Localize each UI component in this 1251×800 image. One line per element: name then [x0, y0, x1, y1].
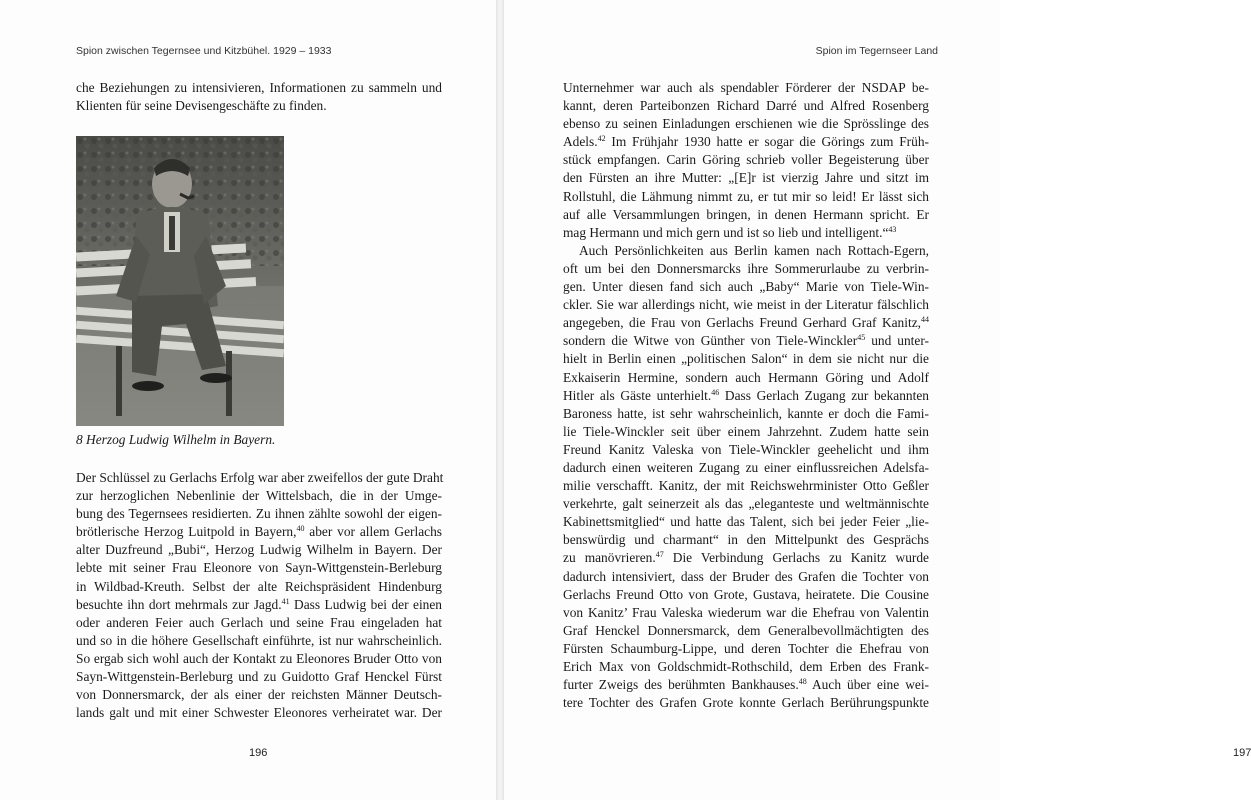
text-line: Erich Max von Goldschmidt-Rothschild, dem Erben des Frank-: [563, 659, 929, 674]
text-line: tere Tochter des Grafen Grote konnte Gerlach Berührungspunkte: [563, 695, 929, 711]
text-line: gen. Unter diesen fand sich auch „Baby“ Marie von Tiele-Win-: [563, 279, 929, 295]
text-line: lebte mit seiner Frau Eleonore von Sayn-Wittgenstein-Berleburg: [76, 560, 442, 576]
text-line: ckler. Sie war allerdings nicht, wie meist in der Literatur fälschlich: [563, 297, 929, 313]
footnote-marker: 42: [597, 134, 606, 144]
left-top-text: [76, 79, 442, 115]
figure-photo: [76, 136, 284, 426]
text-line: Auch Persönlichkeiten aus Berlin kamen nach Rottach-Egern,: [579, 242, 929, 258]
footnote-marker: 45: [857, 333, 866, 343]
text-line: mag Hermann und mich gern und ist so lieb und intelligent.“$^{43}$: [563, 224, 897, 240]
text-line: kannt, deren Parteibonzen Richard Darré und Alfred Rosenberg: [563, 98, 929, 114]
text-line: Klienten für seine Devisengeschäfte zu finden.: [76, 98, 327, 114]
text-line: auf alle Versammlungen bringen, in denen Hermann spricht. Er: [563, 206, 929, 222]
text-line: brötlerische Herzog Luitpold in Bayern,$^{40}$ aber vor allem Gerlachs: [76, 524, 442, 540]
text-line: den Fürsten an ihre Mutter: „[E]r ist vierzig Jahre und sitzt im: [563, 170, 929, 186]
text-line: Hitler als Gäste unterhielt.$^{46}$ Dass Gerlach Zugang zur bekannten: [563, 387, 929, 403]
text-line: Freund Kanitz Valeska von Tiele-Winckler geehelicht und ihm: [563, 441, 929, 457]
figure-caption: 8 Herzog Ludwig Wilhelm in Bayern.: [76, 432, 276, 447]
footnote-marker: 44: [921, 315, 929, 325]
text-line: So ergab sich wohl auch der Kontakt zu Eleonores Bruder Otto von: [76, 650, 442, 666]
book-gutter: [496, 0, 504, 800]
text-line: Sayn-Wittgenstein-Berleburg und zu Guidotto Graf Henckel Fürst: [76, 669, 442, 685]
text-line: sondern die Witwe von Günther von Tiele-Winckler$^{45}$ und unter-: [563, 333, 929, 349]
text-line: bung des Tegernsees residierten. Zu ihnen zählte sowohl der eigen-: [76, 506, 442, 522]
left-body-text: [76, 469, 442, 722]
text-line: von Kanitz’ Frau Valeska wiederum war die Ehefrau von Valentin: [563, 604, 929, 620]
text-line: von Donnersmarck, der als einer der reichsten Männer Deutsch-: [76, 687, 442, 703]
text-line: angegeben, die Frau von Gerlachs Freund Gerhard Graf Kanitz,$^{44}$: [563, 315, 929, 331]
page-number-right: 197: [1233, 747, 1251, 759]
right-body-text: [563, 79, 929, 712]
text-line: stück empfangen. Carin Göring schrieb voller Begeisterung über: [563, 152, 929, 168]
footnote-marker: 46: [711, 387, 720, 397]
text-line: che Beziehungen zu intensivieren, Informationen zu sammeln und: [76, 80, 442, 95]
footnote-marker: 48: [798, 677, 807, 687]
text-line: zur herzoglichen Nebenlinie der Wittelsbach, die in der Umge-: [76, 488, 442, 504]
text-line: ebenso zu seinen Einladungen erschienen wie die Sprösslinge des: [563, 116, 929, 132]
text-line: dadurch einen weiteren Zugang zu einer einflussreichen Adelsfa-: [563, 459, 929, 475]
text-line: furter Zweigs des berühmten Bankhauses.$^{48}$ Auch über eine wei-: [563, 677, 929, 693]
footnote-marker: 41: [281, 596, 290, 606]
text-line: Kabinettsmitglied“ und hatte das Talent, sich bei jeder Feier „lie-: [563, 514, 929, 530]
text-line: milie verschafft. Kanitz, der mit Reichswehrminister Otto Geßler: [563, 478, 929, 494]
left-page: [0, 0, 496, 800]
page-number-left: 196: [249, 747, 268, 759]
text-line: oft um bei den Donnersmarcks ihre Sommerurlaube zu verbrin-: [563, 260, 929, 276]
text-line: Exkaiserin Hermine, sondern auch Hermann Göring und Adolf: [563, 369, 929, 385]
text-line: besuchte ihn dort mehrmals zur Jagd.$^{41}$ Dass Ludwig bei der einen: [76, 596, 443, 612]
text-line: alter Duzfreund „Bubi“, Herzog Ludwig Wilhelm in Bayern. Der: [76, 542, 442, 558]
text-line: Gerlachs Freund Otto von Grote, Gustava, heiratete. Die Cousine: [563, 586, 929, 602]
running-head-left: Spion zwischen Tegernsee und Kitzbühel. 1929 – 1933: [76, 45, 332, 57]
text-line: dadurch intensiviert, dass der Bruder des Grafen die Tochter von: [563, 568, 929, 584]
text-line: Unternehmer war auch als spendabler Förderer der NSDAP be-: [563, 80, 929, 95]
text-line: zu manövrieren.$^{47}$ Die Verbindung Gerlachs zu Kanitz wurde: [563, 550, 930, 566]
footnote-marker: 40: [296, 524, 305, 534]
text-line: Rollstuhl, die Lähmung nimmt zu, er tut mir so leid! Er lässt sich: [563, 188, 929, 204]
running-head-right: Spion im Tegernseer Land: [815, 45, 938, 57]
footnote-marker: 47: [655, 550, 664, 560]
text-line: hielt in Berlin einen „politischen Salon“ in dem sie nicht nur die: [563, 351, 929, 367]
text-line: verkehrte, galt seinerzeit als das „eleganteste und weltmännischte: [563, 496, 929, 512]
text-line: Fürsten Schaumburg-Lippe, und deren Tochter die Ehefrau von: [563, 640, 929, 656]
text-line: oder anderen Feier auch Gerlach und seine Frau eingeladen hat: [76, 614, 442, 630]
text-line: lie Tiele-Winckler seit über einem Jahrzehnt. Zudem hatte sein: [563, 423, 929, 439]
text-line: Graf Henckel Donnersmarck, dem Generalbevollmächtigten des: [563, 622, 929, 638]
text-line: Baroness hatte, ist sehr wahrscheinlich, kannte er doch die Fami-: [563, 405, 929, 421]
text-line: Adels.$^{42}$ Im Frühjahr 1930 hatte er sogar die Görings zum Früh-: [563, 134, 929, 150]
right-page: [504, 0, 1251, 800]
text-line: und so in die höhere Gesellschaft einführte, ist nur wahrscheinlich.: [76, 632, 442, 648]
text-line: in Wildbad-Kreuth. Selbst der alte Reichspräsident Hindenburg: [76, 578, 442, 594]
text-line: benswürdig und charmant“ in den Mittelpunkt des Gesprächs: [563, 532, 929, 548]
text-line: lands galt und mit einer Schwester Eleonores verheiratet war. Der: [76, 705, 442, 721]
footnote-marker: 43: [888, 224, 897, 234]
text-line: Der Schlüssel zu Gerlachs Erfolg war aber zweifellos der gute Draht: [76, 470, 444, 485]
